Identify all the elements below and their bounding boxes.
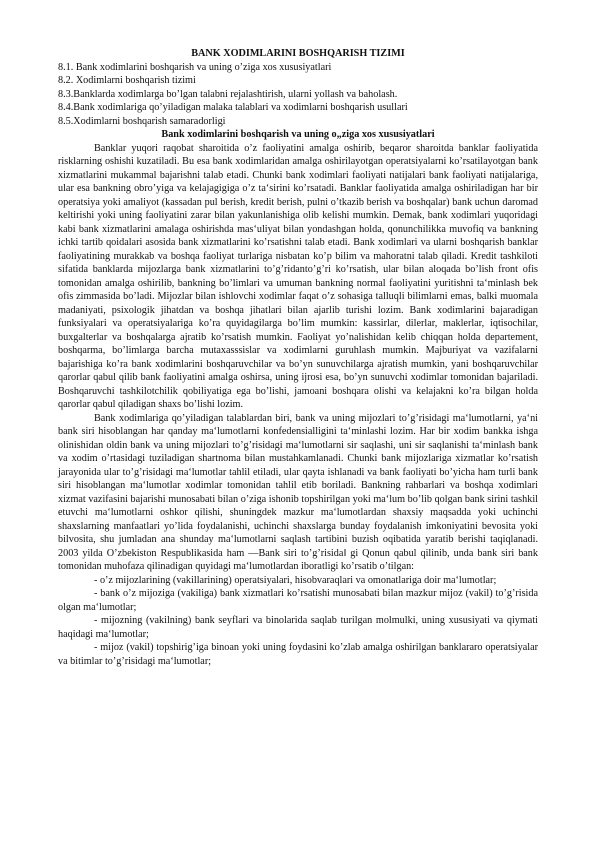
- bullet-item: - bank o’z mijoziga (vakiliga) bank xizmatlari ko’rsatishi munosabati bilan mazkur mijoz (vakil) to’g’risida olgan ma‘lumotlar;: [58, 588, 538, 613]
- bullet-item: - mijozning (vakilning) bank seyflari va binolarida saqlab turilgan molmulki, uning xususiyati va qiymati haqidagi ma‘lumotlar;: [58, 615, 538, 640]
- body-paragraph: Banklar yuqori raqobat sharoitida o’z faoliyatini amalga oshirib, beqaror sharoitda banklar faoliyatida risklarning oshishi kuzatiladi. Bu esa bank xodimlaridan amalga oshirilayotgan operatsiyalarni ko’rsatilayotgan bank xizmatlarini mukammal bajarishni talab etadi. Chunki bank xodimlari faoliyati natijalari bank faoliyati natijalariga, ular esa bankning obro’yiga va kelajagigiga o’z ta‘sirini ko’rsatadi. Banklar faoliyatida amalga oshiriladigan har bir operatsiya yoki amaliyot (kassadan pul berish, kredit berish, pulni o’tkazib berish va boshqalar) bank uchun daromad keltirishi yoki uning faoliyatini zarar bilan yakunlanishiga olib kelishi mumkin. Demak, bank xodimlari yuqoridagi kabi bank xizmatlarini amalaga oshirishda mas‘uliyat bilan yondashgan holda, qonunchilikka muvofiq va bankning ichki tartib qoidalari asosida bank xizmatlarini ko’rsatishni talab etadi. Bank xodimlari va ularni boshqarish banklar faoliyatining murakkab va boshqa faoliyat turlariga nisbatan ko’p bilim va mahoratni talab qiladi. Kredit tashkiloti sifatida banklarda mijozlarga bank xizmatlarini to’g’ridanto’g’ri ko’rsatish, ular bilan aloqada bo’lish front ofis tomonidan amalga oshirilib, bankning bo’limlari va umuman bankning normal faoliyatini yuritishni ta‘minlash bek ofis zimmasida bo’ladi. Mijozlar bilan ishlovchi xodimlar faqat o’z sohasiga talluqli bilimlarni emas, balki muomala madaniyati, psixologik jihatdan va boshqa jihatlari bilan ajarlib turishi lozim. Bank xodimlarini bajaradigan funksiyalari va operatsiyalariga ko’ra quyidagilarga bo’lim mumkin: kassirlar, dilerlar, maklerlar, iqtisochilar, buxgalterlar va boshqalarga ajratib ko’rsatish mumkin. Faoliyat yo’nalishidan kelib chiqqan holda departement, boshqarma, bo’limlarga barcha mutaxasssislar va xodimlarni guruhlash mumkin. Majburiyat va vazifalarni bajarishiga ko’ra bank xodimlarini boshqaruvchilar va bo’yn sunuvchilarga ajratish mumkin, yani boshqaruvchilar qarorlar qabul qilib bank faoliyatini amalga oshirsa, uning ijrosi esa, bo’yn sunuvchi xodimlar tomonidan bajariladi. Boshqaruvchi tashkilotchilik qobiliyatiga ega bo’lishi, jamoani boshqara olishi va kelajakni ko’ra bilgan holda qarorlar qabul qiladigan shaxs bo’lishi lozim.: [58, 142, 538, 410]
- section-heading: Bank xodimlarini boshqarish va uning o„ziga xos xususiyatlari: [161, 129, 435, 140]
- bullet-item: - mijoz (vakil) topshirig’iga binoan yoki uning foydasini ko’zlab amalga oshirilgan banklararo operatsiyalar va bitimlar to’g’risidagi ma‘lumotlar;: [58, 642, 538, 667]
- table-of-contents: [58, 61, 538, 129]
- toc-item: 8.2. Xodimlarni boshqarish tizimi: [58, 75, 196, 86]
- bullet-item: - o’z mijozlarining (vakillarining) operatsiyalari, hisobvaraqlari va omonatlariga doir ma‘lumotlar;: [94, 574, 497, 586]
- bullet-list: [58, 574, 538, 669]
- toc-item: 8.4.Bank xodimlariga qo’yiladigan malaka talablari va xodimlarni boshqarish usullari: [58, 102, 408, 113]
- toc-item: 8.5.Xodimlarni boshqarish samaradorligi: [58, 115, 226, 127]
- toc-item: 8.3.Banklarda xodimlarga bo’lgan talabni rejalashtirish, ularni yollash va baholash.: [58, 88, 398, 100]
- document-title: BANK XODIMLARINI BOSHQARISH TIZIMI: [191, 48, 405, 59]
- body-paragraph: Bank xodimlariga qo’yiladigan talablardan biri, bank va uning mijozlari to’g’risidagi ma‘lumotlarni, ya‘ni bank siri hisoblangan har qanday ma‘lumotlarni konfedensialligini ta‘minlashi lozim. Har bir xodim bankka ishga olinishidan oldin bank va uning mijozlari to’g’risidagi ma‘lumotlarni sir saqlashi, uni sir saqlanishi ta‘minlash bank va xodim o’rtasidagi tuziladigan shartnoma bilan mustahkamlanadi. Chunki bank mijozlariga xizmatlar ko’rsatish jarayonida ular to’g’risidagi ma‘lumotlar tahlil etiladi, ular qayta ishlanadi va bank faoliyati bo’yicha ham turli bank siri hisoblangan ma‘lumotlar xodimlar tomonidan tahlil etib boriladi. Bankning rahbarlari va boshqa xodimlari xizmat vazifasini bajarishi munosabati bilan o’ziga ishonib topshirilgan yoki ma‘lum bo’lib qolgan bank sirini tashkil etuvchi ma‘lumotlarni oshkor qilishi, shuningdek mazkur ma‘lumotlardan shaxsiy maqsadda yoki uchinchi shaxslarning manfaatlari yo’lida foydalanishi, uchinchi shaxslarga bunday foydalanish imkoniyatini bevosita yoki bilvosita, shu jumladan ana shunday ma‘lumotlarni saqlash tartibini buzish oqibatida yaratib berishi taqiqlanadi. 2003 yilda O’zbekiston Respublikasida ham ―Bank siri to’g’risidaǁ gi Qonun qabul qilinib, unda bank siri bank tomonidan muhofaza qilinadigan quyidagi ma‘lumotlardan iboratligi ko’rsatib o’tilgan:: [58, 412, 538, 572]
- toc-item: 8.1. Bank xodimlarini boshqarish va uning o’ziga xos xususiyatlari: [58, 61, 332, 73]
